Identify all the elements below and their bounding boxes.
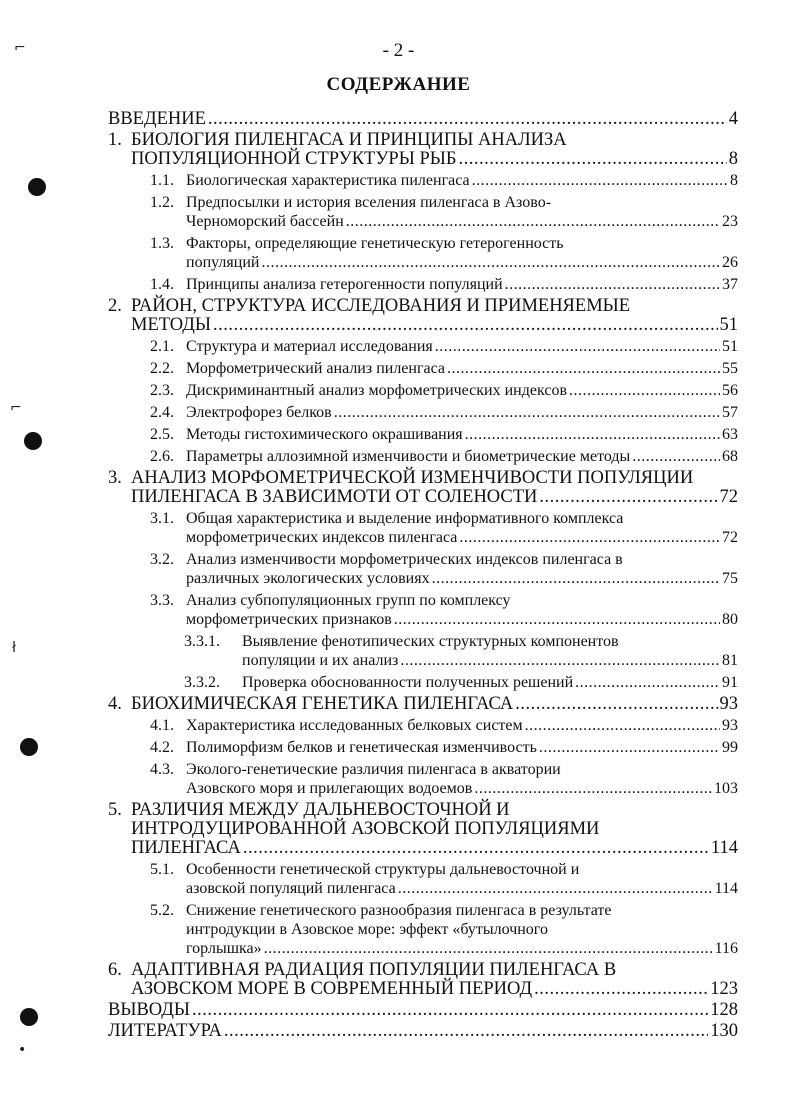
toc-entry xyxy=(108,425,738,444)
toc-entry xyxy=(108,131,738,169)
toc-entry-number: 2.4. xyxy=(150,404,174,421)
toc-page-number: 91 xyxy=(722,674,738,691)
toc-entry-number: 2.1. xyxy=(150,338,174,355)
toc-entry-title: различных экологических условиях xyxy=(186,570,430,587)
dot-leader xyxy=(515,695,717,714)
toc-entry-number: 3.1. xyxy=(150,510,174,527)
toc-entry-title: Особенности генетической структуры дальневосточной и xyxy=(186,861,580,878)
toc-entry-title: Азовского моря и прилегающих водоемов xyxy=(186,780,473,797)
toc-entry xyxy=(108,469,738,507)
toc-entry-title: Выявление фенотипических структурных компонентов xyxy=(242,633,619,650)
toc-entry-number: 3. xyxy=(108,468,122,488)
toc-entry-title: ВЫВОДЫ xyxy=(108,1000,191,1020)
dot-leader xyxy=(474,779,712,798)
toc-entry-number: 2.5. xyxy=(150,426,174,443)
dot-leader xyxy=(569,381,720,400)
toc-entry-title: Эколого-генетические различия пиленгаса в акватории xyxy=(186,761,561,778)
margin-tick-mark: • xyxy=(18,1042,27,1058)
toc-page-number: 93 xyxy=(722,717,738,734)
dot-leader xyxy=(261,253,720,272)
dot-leader xyxy=(213,316,718,335)
toc-entry xyxy=(108,509,738,547)
toc-entry-title: МЕТОДЫ xyxy=(131,315,211,335)
dot-leader xyxy=(394,610,720,629)
toc-entry-title: Предпосылки и история вселения пиленгаса в Азово- xyxy=(186,194,552,211)
toc-entry xyxy=(108,716,738,735)
table-of-contents xyxy=(108,110,738,1043)
toc-entry xyxy=(108,337,738,356)
dot-leader xyxy=(505,275,720,294)
toc-page-number: 57 xyxy=(722,404,738,421)
toc-entry-title: ПОПУЛЯЦИОННОЙ СТРУКТУРЫ РЫБ xyxy=(131,149,457,169)
toc-entry-title: Анализ субпопуляционных групп по комплексу xyxy=(186,592,511,609)
toc-entry xyxy=(108,695,738,714)
dot-leader xyxy=(346,212,720,231)
toc-page-number: 123 xyxy=(710,979,738,999)
toc-entry xyxy=(108,860,738,898)
dot-leader xyxy=(575,673,720,692)
toc-entry-title: ИНТРОДУЦИРОВАННОЙ АЗОВСКОЙ ПОПУЛЯЦИЯМИ xyxy=(131,819,600,839)
margin-tick-mark: ł xyxy=(12,640,16,656)
toc-entry xyxy=(108,381,738,400)
toc-page-number: 63 xyxy=(722,426,738,443)
toc-page-number: 68 xyxy=(722,448,738,465)
dot-leader xyxy=(447,359,720,378)
toc-entry-number: 4.2. xyxy=(150,739,174,756)
toc-entry-number: 2.2. xyxy=(150,360,174,377)
toc-page-number: 75 xyxy=(722,570,738,587)
toc-entry xyxy=(108,632,738,670)
dot-leader xyxy=(472,171,728,190)
dot-leader xyxy=(400,651,720,670)
toc-page-number: 51 xyxy=(719,315,738,335)
toc-entry xyxy=(108,901,738,958)
toc-page-number: 23 xyxy=(722,213,738,230)
toc-entry-title: БИОЛОГИЯ ПИЛЕНГАСА И ПРИНЦИПЫ АНАЛИЗА xyxy=(131,130,567,150)
page-number: - 2 - xyxy=(382,40,415,61)
dot-leader xyxy=(539,738,720,757)
toc-entry-title: ПИЛЕНГАСА xyxy=(131,838,241,858)
toc-entry-title: азовской популяций пиленгаса xyxy=(186,880,396,897)
toc-entry xyxy=(108,171,738,190)
toc-entry-number: 3.3.1. xyxy=(184,633,220,650)
toc-entry xyxy=(108,234,738,272)
dot-leader xyxy=(334,403,720,422)
dot-leader xyxy=(264,939,713,958)
toc-entry-title: Электрофорез белков xyxy=(186,404,332,421)
toc-page-number: 26 xyxy=(722,254,738,271)
dot-leader xyxy=(539,488,717,507)
toc-entry-title: Черноморский бассейн xyxy=(186,213,344,230)
toc-entry xyxy=(108,1022,738,1041)
toc-entry xyxy=(108,359,738,378)
toc-entry-number: 2.6. xyxy=(150,448,174,465)
toc-entry xyxy=(108,297,738,335)
toc-entry xyxy=(108,1001,738,1020)
toc-entry-title: АДАПТИВНАЯ РАДИАЦИЯ ПОПУЛЯЦИИ ПИЛЕНГАСА В xyxy=(131,960,617,980)
toc-entry-number: 5.1. xyxy=(150,861,174,878)
binder-hole-mark xyxy=(20,1008,38,1026)
toc-page-number: 51 xyxy=(722,338,738,355)
toc-entry-number: 5.2. xyxy=(150,902,174,919)
toc-page-number: 114 xyxy=(710,838,738,858)
margin-tick-mark: ⌐ xyxy=(10,400,22,416)
toc-entry xyxy=(108,673,738,692)
toc-entry-title: Общая характеристика и выделение информативного комплекса xyxy=(186,510,624,527)
toc-entry-number: 3.2. xyxy=(150,551,174,568)
toc-entry xyxy=(108,760,738,798)
toc-page-number: 128 xyxy=(710,1000,738,1020)
page-title: СОДЕРЖАНИЕ xyxy=(326,74,471,95)
binder-hole-mark xyxy=(24,432,42,450)
toc-entry-title: Анализ изменчивости морфометрических индексов пиленгаса в xyxy=(186,551,623,568)
toc-page-number: 116 xyxy=(714,940,738,957)
toc-entry-title: Принципы анализа гетерогенности популяций xyxy=(186,276,503,293)
toc-entry-number: 4.1. xyxy=(150,717,174,734)
toc-page-number: 103 xyxy=(714,780,738,797)
toc-page-number: 72 xyxy=(719,487,738,507)
binder-hole-mark xyxy=(20,738,38,756)
toc-entry-title: АЗОВСКОМ МОРЕ В СОВРЕМЕННЫЙ ПЕРИОД xyxy=(131,979,533,999)
toc-entry-title: ЛИТЕРАТУРА xyxy=(108,1021,222,1041)
toc-entry xyxy=(108,193,738,231)
toc-entry-number: 1.3. xyxy=(150,235,174,252)
toc-entry-title: популяций xyxy=(186,254,260,271)
toc-page-number: 93 xyxy=(719,694,738,714)
toc-entry xyxy=(108,801,738,858)
toc-entry-title: Снижение генетического разнообразия пиленгаса в результате xyxy=(186,902,612,919)
dot-leader xyxy=(432,569,720,588)
dot-leader xyxy=(243,839,709,858)
margin-tick-mark: ⌐ xyxy=(14,40,26,56)
toc-page-number: 8 xyxy=(730,172,738,189)
toc-entry xyxy=(108,110,738,129)
dot-leader xyxy=(459,150,727,169)
toc-page-number: 81 xyxy=(722,652,738,669)
toc-entry-title: Морфометрический анализ пиленгаса xyxy=(186,360,446,377)
toc-entry xyxy=(108,738,738,757)
toc-entry-title: Биологическая характеристика пиленгаса xyxy=(186,172,470,189)
toc-entry-number: 1.2. xyxy=(150,194,174,211)
toc-entry-title: Дискриминантный анализ морфометрических индексов xyxy=(186,382,568,399)
toc-page-number: 114 xyxy=(714,880,738,897)
toc-entry-number: 3.3.2. xyxy=(184,674,220,691)
toc-entry-number: 1.1. xyxy=(150,172,174,189)
toc-entry xyxy=(108,447,738,466)
toc-entry-title: БИОХИМИЧЕСКАЯ ГЕНЕТИКА ПИЛЕНГАСА xyxy=(131,694,514,714)
toc-entry xyxy=(108,550,738,588)
toc-page-number: 37 xyxy=(722,276,738,293)
toc-page-number: 56 xyxy=(722,382,738,399)
dot-leader xyxy=(224,1022,708,1041)
dot-leader xyxy=(632,447,720,466)
toc-entry-number: 2. xyxy=(108,296,122,316)
toc-entry-title: интродукции в Азовское море: эффект «бутылочного xyxy=(186,921,548,938)
toc-entry xyxy=(108,961,738,999)
toc-entry-title: морфометрических индексов пиленгаса xyxy=(186,529,458,546)
toc-entry-title: Полиморфизм белков и генетическая изменчивость xyxy=(186,739,537,756)
toc-entry-number: 5. xyxy=(108,800,122,820)
toc-entry-number: 6. xyxy=(108,960,122,980)
toc-entry-title: Факторы, определяющие генетическую гетерогенность xyxy=(186,235,564,252)
dot-leader xyxy=(435,337,720,356)
toc-entry-title: РАЗЛИЧИЯ МЕЖДУ ДАЛЬНЕВОСТОЧНОЙ И xyxy=(131,800,510,820)
toc-entry-title: популяции и их анализ xyxy=(242,652,399,669)
dot-leader xyxy=(534,980,708,999)
dot-leader xyxy=(525,716,720,735)
dot-leader xyxy=(192,1001,708,1020)
toc-entry-number: 3.3. xyxy=(150,592,174,609)
toc-page-number: 72 xyxy=(722,529,738,546)
toc-entry xyxy=(108,403,738,422)
dot-leader xyxy=(208,110,727,129)
toc-entry-title: Параметры аллозимной изменчивости и биометрические методы xyxy=(186,448,631,465)
toc-entry-title: Проверка обоснованности полученных решений xyxy=(242,674,574,691)
toc-entry-number: 1.4. xyxy=(150,276,174,293)
dot-leader xyxy=(459,528,720,547)
toc-entry-number: 2.3. xyxy=(150,382,174,399)
toc-entry-title: АНАЛИЗ МОРФОМЕТРИЧЕСКОЙ ИЗМЕНЧИВОСТИ ПОПУЛЯЦИИ xyxy=(131,468,694,488)
toc-entry-number: 4.3. xyxy=(150,761,174,778)
toc-entry xyxy=(108,275,738,294)
toc-page-number: 80 xyxy=(722,611,738,628)
toc-entry-title: Структура и материал исследования xyxy=(186,338,433,355)
binder-hole-mark xyxy=(28,178,46,196)
toc-entry-title: морфометрических признаков xyxy=(186,611,392,628)
dot-leader xyxy=(465,425,720,444)
toc-entry-number: 1. xyxy=(108,130,122,150)
toc-entry-title: ВВЕДЕНИЕ xyxy=(108,109,206,129)
toc-entry-title: горлышка» xyxy=(186,940,262,957)
toc-page-number: 4 xyxy=(728,109,738,129)
toc-entry-number: 4. xyxy=(108,694,122,714)
toc-page-number: 99 xyxy=(722,739,738,756)
toc-entry-title: РАЙОН, СТРУКТУРА ИССЛЕДОВАНИЯ И ПРИМЕНЯЕМЫЕ xyxy=(131,296,631,316)
toc-entry-title: Методы гистохимического окрашивания xyxy=(186,426,463,443)
toc-entry-title: Характеристика исследованных белковых систем xyxy=(186,717,523,734)
toc-page-number: 130 xyxy=(710,1021,738,1041)
toc-page-number: 8 xyxy=(728,149,738,169)
toc-entry-title: ПИЛЕНГАСА В ЗАВИСИМОТИ ОТ СОЛЕНОСТИ xyxy=(131,487,538,507)
toc-entry xyxy=(108,591,738,629)
toc-page-number: 55 xyxy=(722,360,738,377)
dot-leader xyxy=(398,879,713,898)
